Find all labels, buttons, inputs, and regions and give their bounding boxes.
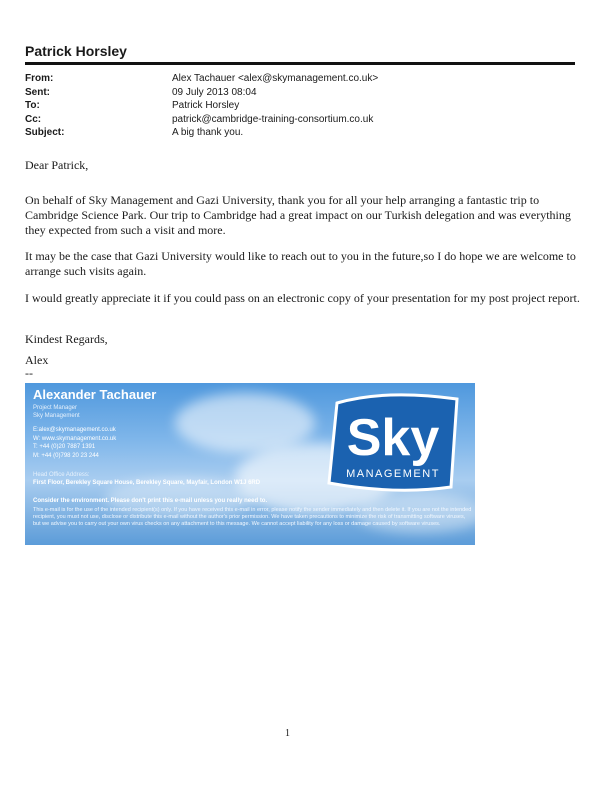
signature-name: Alexander Tachauer	[33, 387, 157, 402]
page-number: 1	[285, 728, 290, 739]
header-value: 09 July 2013 08:04	[172, 86, 257, 98]
sender-name: Patrick Horsley	[25, 43, 127, 59]
header-sent	[25, 86, 378, 100]
body-paragraph: On behalf of Sky Management and Gazi University, thank you for all your help arranging a fantastic trip to Cambridge Science Park. Our trip to Cambridge had a great impact on our Turkish delegation and was everything they expected from such a visit and more.	[25, 193, 571, 237]
header-value: Alex Tachauer <alex@skymanagement.co.uk>	[172, 73, 379, 84]
closing: Kindest Regards,	[25, 332, 108, 346]
header-value: A big thank you.	[172, 127, 244, 138]
signature-phone: T: +44 (0)20 7887 1391	[33, 444, 96, 450]
email-headers	[25, 72, 378, 140]
signature-company: Sky Management	[33, 413, 80, 419]
logo-subtitle: MANAGEMENT	[346, 468, 440, 480]
signature-mobile: M: +44 (0)798 20 23 244	[33, 452, 99, 459]
office-address: First Floor, Berekley Square House, Berekley Square, Mayfair, London W1J 6RD	[33, 480, 261, 486]
signature-email-link[interactable]: E:alex@skymanagement.co.uk	[33, 427, 116, 433]
signature-banner	[25, 383, 475, 545]
signature-contact	[33, 426, 116, 460]
header-cc	[25, 113, 378, 127]
header-label: Subject:	[25, 127, 65, 138]
header-label: To:	[25, 100, 40, 111]
environment-note: Consider the environment. Please don't print this e-mail unless you really need to.	[33, 498, 268, 504]
header-label: Cc:	[25, 113, 42, 125]
signature-web-link[interactable]: W: www.skymanagement.co.uk	[33, 435, 117, 442]
signature-separator: --	[25, 366, 33, 380]
office-label: Head Office Address:	[33, 472, 90, 478]
signature-title: Project Manager	[33, 405, 78, 411]
signature-role	[33, 404, 80, 420]
body-paragraph: It may be the case that Gazi University would like to reach out to you in the future,so I do hope we are welcome to arrange such visits again.	[25, 249, 576, 278]
logo-word: Sky	[346, 409, 440, 467]
header-label: Sent:	[25, 86, 50, 98]
legal-disclaimer: This e-mail is for the use of the intended recipient(s) only. If you have received this e-mail in error, please notify the sender immediately and then delete it. If you are not the intended recipient, you must not use, disclose or distribute this e-mail without the author's prior permission. We have taken precautions to minimize the risk of transmitting software viruses, but we advise you to carry out your own virus checks on any attachment to this message. We cannot accept liability for any loss or damage caused by software viruses.	[33, 507, 472, 527]
greeting: Dear Patrick,	[25, 158, 89, 172]
header-value: patrick@cambridge-training-consortium.co.uk	[172, 113, 374, 125]
header-divider	[25, 62, 575, 65]
header-label: From:	[25, 73, 54, 84]
header-from	[25, 72, 378, 86]
signoff-name: Alex	[25, 353, 49, 367]
header-value: Patrick Horsley	[172, 100, 240, 111]
body-paragraph: I would greatly appreciate it if you could pass on an electronic copy of your presentation for my post project report.	[25, 291, 580, 305]
header-subject	[25, 126, 378, 140]
header-to	[25, 99, 378, 113]
sky-management-logo	[315, 391, 465, 501]
